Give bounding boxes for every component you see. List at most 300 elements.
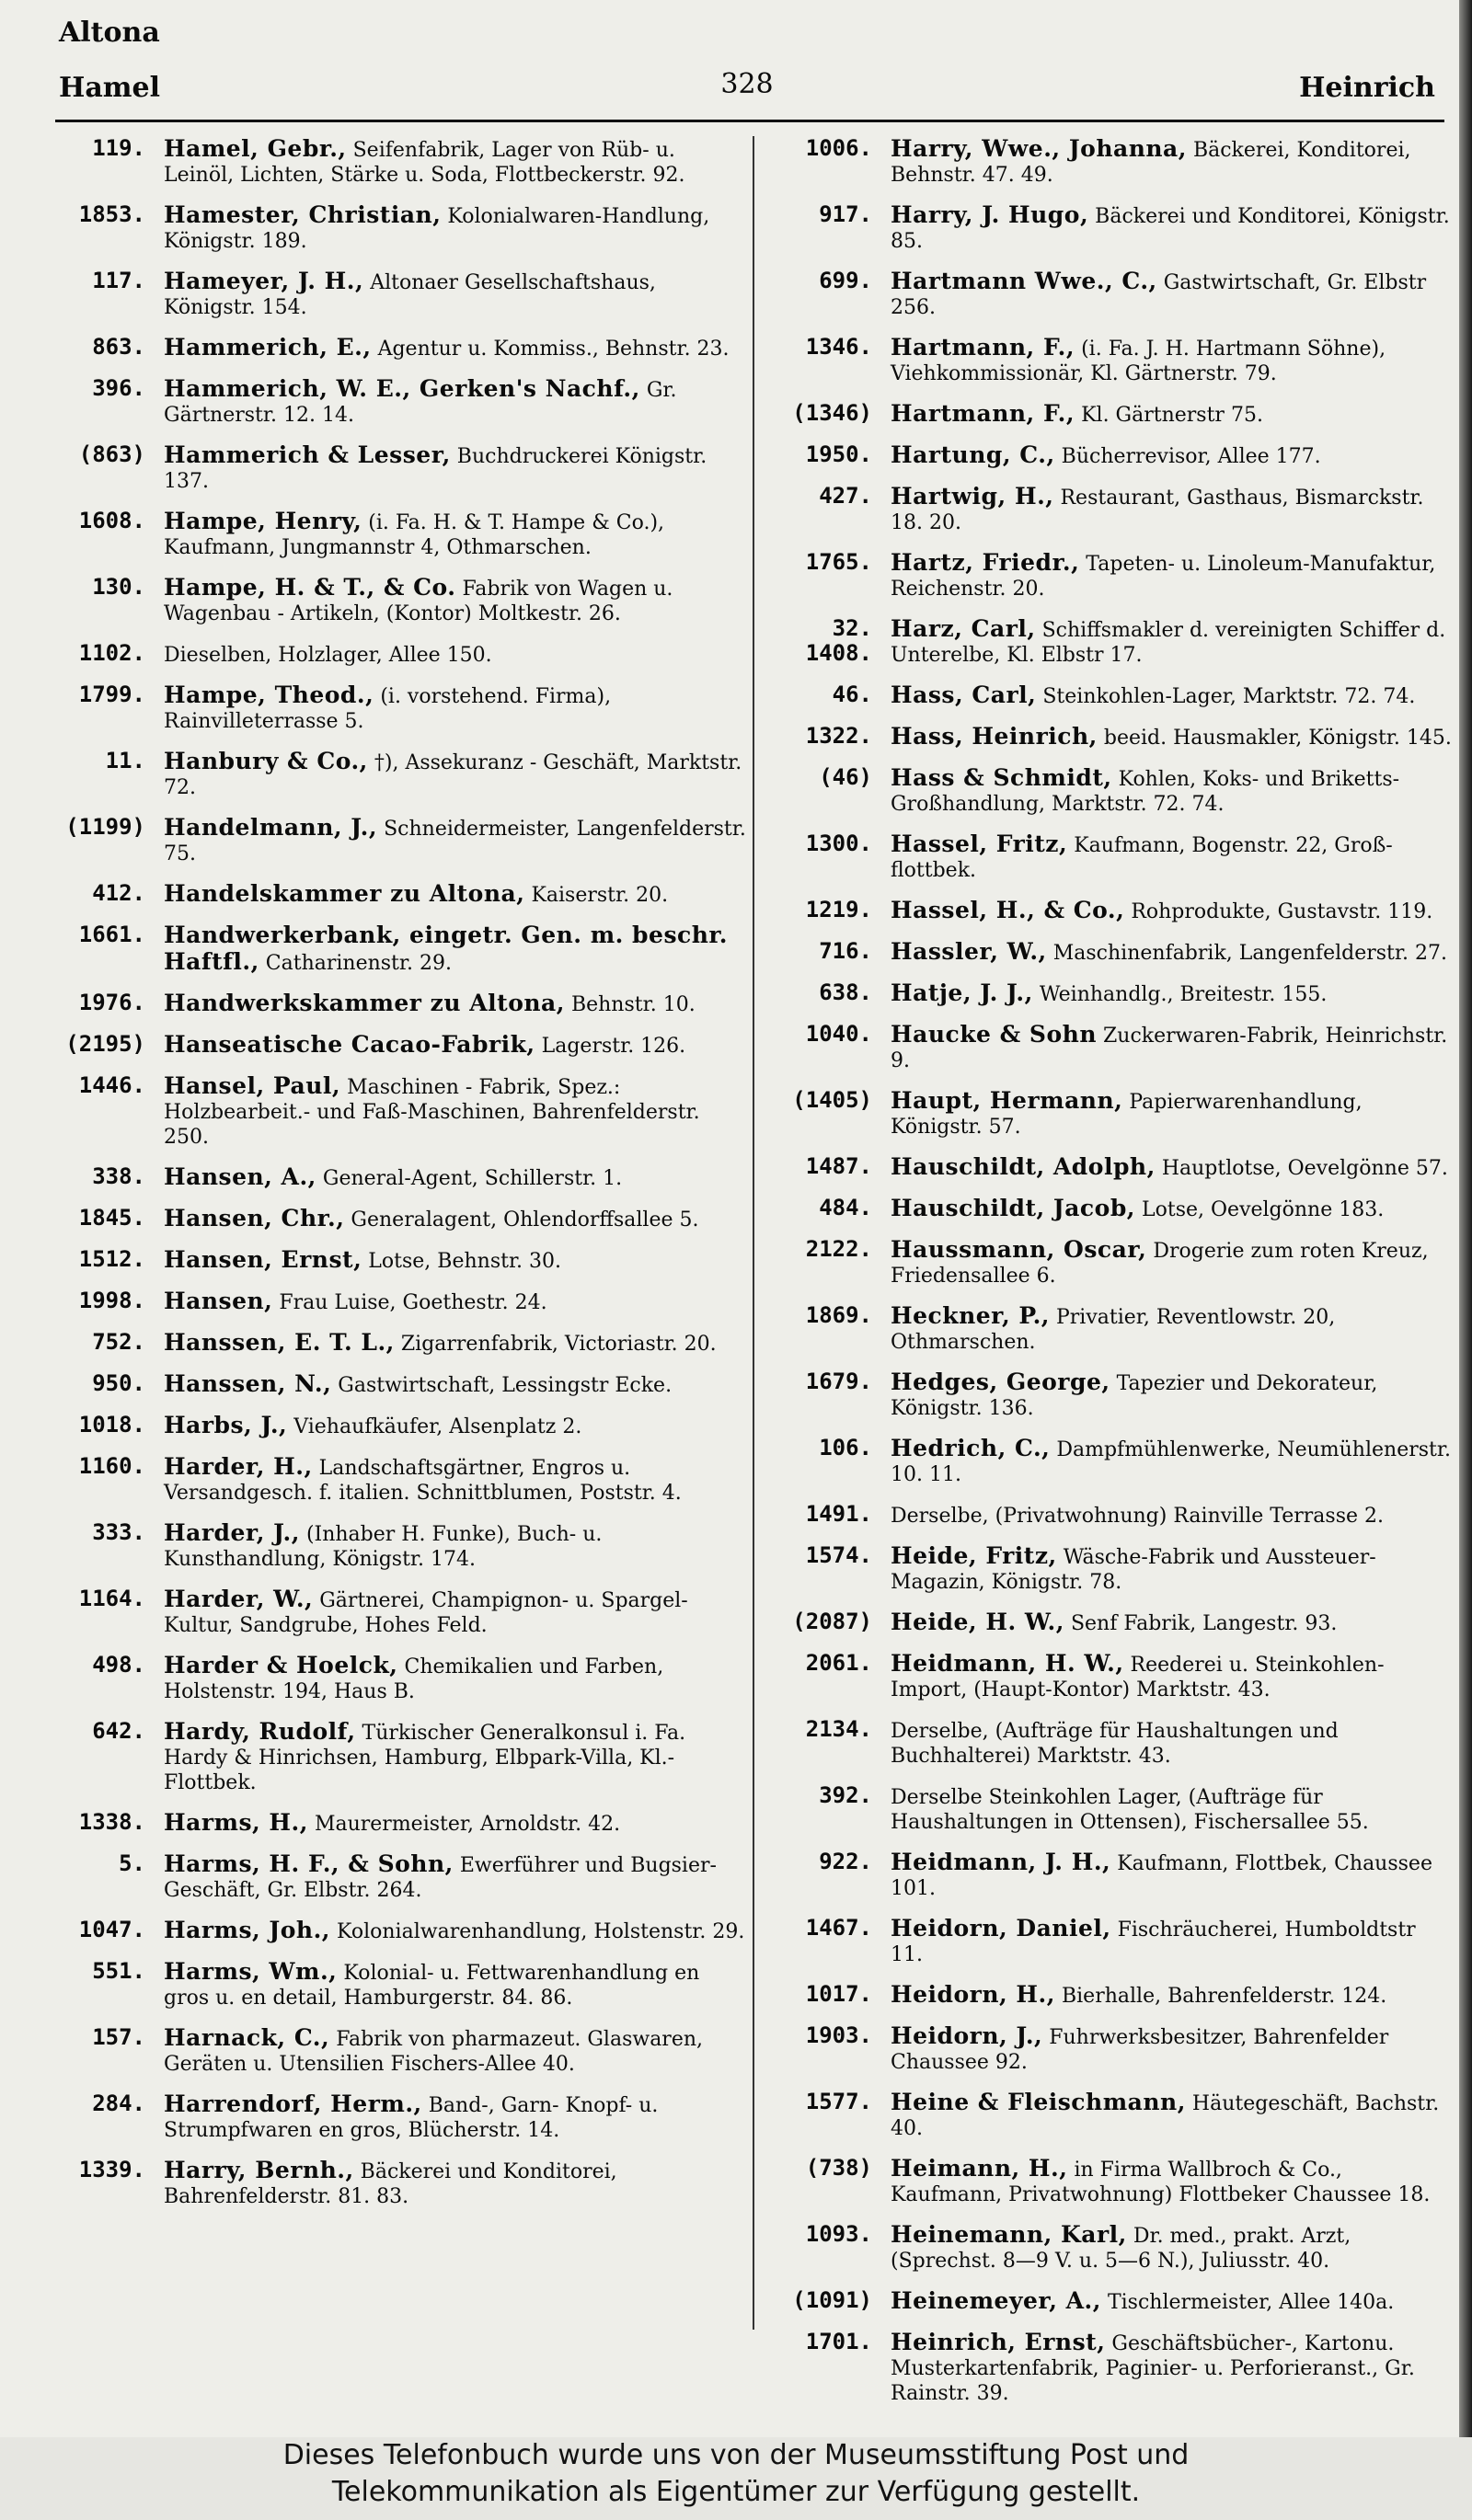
entry-body	[891, 1543, 1454, 1595]
subscriber-name: Harbs, J.,	[164, 1412, 288, 1438]
subscriber-name: Heinemeyer, A.,	[891, 2287, 1101, 2314]
subscriber-name: Hammerich & Lesser,	[164, 441, 451, 468]
directory-entry	[57, 1520, 747, 1572]
subscriber-name: Hassel, H., & Co.,	[891, 897, 1125, 923]
directory-entry	[773, 1783, 1454, 1835]
subscriber-details: Buchdruckerei Königstr. 137.	[164, 445, 707, 493]
directory-entry	[773, 1088, 1454, 1140]
entry-body	[164, 1520, 747, 1572]
subscriber-name: Hedrich, C.,	[891, 1435, 1051, 1461]
entry-body	[891, 1154, 1454, 1181]
subscriber-name: Harry, Wwe., Johanna,	[891, 135, 1187, 162]
subscriber-name: Heide, Fritz,	[891, 1542, 1057, 1569]
directory-entry	[773, 1196, 1454, 1222]
entry-body	[164, 509, 747, 560]
directory-entry	[773, 724, 1454, 750]
entry-body	[164, 1586, 747, 1638]
subscriber-name: Hameyer, J. H.,	[164, 268, 364, 294]
directory-entry	[57, 269, 747, 320]
directory-entry	[773, 335, 1454, 386]
subscriber-details: Tapeten- u. Linoleum-Manufaktur, Reichenstr. 20.	[891, 553, 1436, 601]
page-header	[59, 68, 1435, 112]
phone-number: 106.	[819, 1435, 872, 1460]
subscriber-name: Hass, Carl,	[891, 682, 1037, 708]
header-rule	[55, 120, 1444, 122]
entry-body	[164, 1454, 747, 1506]
directory-entry	[773, 2330, 1454, 2406]
entry-body	[891, 2330, 1454, 2406]
subscriber-name: Heidorn, Daniel,	[891, 1915, 1111, 1942]
subscriber-details: Viehaufkäufer, Alsenplatz 2.	[293, 1415, 582, 1438]
directory-entry	[773, 1502, 1454, 1529]
directory-entry	[57, 815, 747, 866]
entry-body	[891, 1651, 1454, 1702]
directory-entry	[773, 1717, 1454, 1769]
phone-number: 333.	[92, 1519, 145, 1545]
entry-body	[164, 1918, 747, 1944]
subscriber-name: Hartwig, H.,	[891, 483, 1054, 510]
entry-body	[164, 1719, 747, 1795]
subscriber-name: Heinemann, Karl,	[891, 2221, 1127, 2248]
directory-entry	[773, 1154, 1454, 1181]
phone-number: 1487.	[805, 1153, 872, 1179]
directory-entry	[57, 641, 747, 668]
phone-number: 2061.	[805, 1650, 872, 1676]
subscriber-name: Hassler, W.,	[891, 938, 1047, 965]
phone-number: 1845.	[78, 1205, 145, 1231]
subscriber-name: Hanseatische Cacao-Fabrik,	[164, 1031, 535, 1058]
column-divider	[753, 136, 754, 2330]
directory-entry	[773, 1982, 1454, 2009]
entry-body	[891, 2288, 1454, 2315]
subscriber-details: Maschinenfabrik, Langenfelderstr. 27.	[1052, 942, 1447, 965]
phone-number: 1047.	[78, 1917, 145, 1942]
subscriber-details: Fabrik von Wagen u. Wagenbau - Artikeln, (Kontor) Moltkestr. 26.	[164, 578, 673, 625]
subscriber-name: Hartmann, F.,	[891, 334, 1075, 361]
subscriber-details: Dampfmühlenwerke, Neumühlenerstr. 10. 11.	[891, 1438, 1451, 1486]
subscriber-details: Senf Fabrik, Langestr. 93.	[1070, 1612, 1338, 1635]
phone-number: 392.	[819, 1782, 872, 1808]
subscriber-details: Maschinen - Fabrik, Spez.: Holzbearbeit.- und Faß-Maschinen, Bahrenfelderstr. 250.	[164, 1076, 700, 1149]
subscriber-details: Band-, Garn- Knopf- u. Strumpfwaren en gros, Blücherstr. 14.	[164, 2094, 659, 2142]
phone-number: 1512.	[78, 1246, 145, 1272]
subscriber-name: Harms, H. F., & Sohn,	[164, 1850, 454, 1877]
directory-entry	[57, 2025, 747, 2077]
header-first-name: Hamel	[59, 72, 161, 104]
subscriber-name: Hass & Schmidt,	[891, 764, 1112, 791]
subscriber-name: Hauschildt, Adolph,	[891, 1153, 1156, 1180]
directory-entry	[57, 1247, 747, 1274]
subscriber-details: Zigarrenfabrik, Victoriastr. 20.	[400, 1333, 717, 1356]
subscriber-name: Heidmann, H. W.,	[891, 1650, 1124, 1677]
phone-number: 2134.	[805, 1716, 872, 1742]
subscriber-details: Altonaer Gesellschaftshaus, Königstr. 154.	[164, 271, 656, 319]
subscriber-details: Steinkohlen-Lager, Marktstr. 72. 74.	[1042, 685, 1416, 708]
directory-entry	[773, 1436, 1454, 1487]
entry-body	[891, 1436, 1454, 1487]
subscriber-name: Hartz, Friedr.,	[891, 549, 1080, 576]
phone-number: 1950.	[805, 441, 872, 467]
subscriber-details: Wäsche-Fabrik und Aussteuer-Magazin, Königstr. 78.	[891, 1546, 1376, 1594]
entry-body	[164, 1371, 747, 1398]
entry-body	[164, 682, 747, 734]
entry-body	[164, 575, 747, 626]
subscriber-details: Frau Luise, Goethestr. 24.	[279, 1291, 547, 1314]
subscriber-name: Hartung, C.,	[891, 441, 1055, 468]
entry-body	[164, 749, 747, 800]
subscriber-name: Handelmann, J.,	[164, 814, 378, 841]
subscriber-name: Harz, Carl,	[891, 615, 1036, 642]
entry-body	[164, 202, 747, 254]
directory-entry	[773, 484, 1454, 535]
subscriber-details: Reederei u. Steinkohlen-Import, (Haupt-Kontor) Marktstr. 43.	[891, 1654, 1385, 1701]
subscriber-details: †), Assekuranz - Geschäft, Marktstr. 72.	[164, 751, 742, 799]
entry-body	[164, 641, 747, 668]
subscriber-details: (Inhaber H. Funke), Buch- u. Kunsthandlung, Königstr. 174.	[164, 1523, 603, 1571]
subscriber-name: Hanbury & Co.,	[164, 748, 368, 774]
entry-body	[891, 1303, 1454, 1355]
subscriber-details: Seifenfabrik, Lager von Rüb- u. Leinöl, Lichten, Stärke u. Soda, Flottbeckerstr. 92.	[164, 139, 685, 187]
footer-notice	[0, 2437, 1472, 2520]
subscriber-details: Derselbe Steinkohlen Lager, (Aufträge für Haushaltungen in Ottensen), Fischersallee 55.	[891, 1786, 1369, 1834]
subscriber-details: Kolonial- u. Fettwarenhandlung en gros u. en detail, Hamburgerstr. 84. 86.	[164, 1962, 700, 2010]
subscriber-name: Harrendorf, Herm.,	[164, 2090, 422, 2117]
subscriber-details: Schneidermeister, Langenfelderstr. 75.	[164, 818, 746, 865]
phone-number: 1577.	[805, 2089, 872, 2114]
phone-number: 1491.	[805, 1501, 872, 1527]
phone-number: 638.	[819, 979, 872, 1005]
directory-entry	[57, 1371, 747, 1398]
subscriber-details: Tapezier und Dekorateur, Königstr. 136.	[891, 1372, 1378, 1420]
entry-body	[891, 1237, 1454, 1289]
phone-number: 1018.	[78, 1412, 145, 1438]
subscriber-name: Hass, Heinrich,	[891, 723, 1098, 750]
directory-entry	[773, 202, 1454, 254]
subscriber-details: Schiffsmakler d. vereinigten Schiffer d. Unterelbe, Kl. Elbstr 17.	[891, 619, 1446, 667]
subscriber-name: Heidorn, J.,	[891, 2022, 1043, 2049]
entry-body	[891, 2222, 1454, 2274]
subscriber-name: Hardy, Rudolf,	[164, 1718, 356, 1745]
entry-body	[891, 2023, 1454, 2075]
subscriber-name: Harder, J.,	[164, 1519, 300, 1546]
subscriber-details: Generalagent, Ohlendorffsallee 5.	[351, 1208, 699, 1231]
entry-body	[164, 2091, 747, 2143]
subscriber-name: Harnack, C.,	[164, 2024, 330, 2051]
phone-number: (1346)	[792, 400, 872, 426]
entry-body	[891, 1088, 1454, 1140]
subscriber-name: Hansen, Chr.,	[164, 1205, 345, 1231]
phone-number: 1006.	[805, 135, 872, 161]
entry-body	[891, 484, 1454, 535]
directory-entry	[773, 1850, 1454, 1901]
subscriber-name: Heine & Fleischmann,	[891, 2089, 1186, 2115]
phone-number: 119.	[92, 135, 145, 161]
directory-entry	[773, 442, 1454, 469]
entry-body	[891, 898, 1454, 924]
phone-number: (1091)	[792, 2287, 872, 2313]
right-column	[773, 136, 1454, 2421]
directory-entry	[773, 980, 1454, 1007]
entry-body	[164, 1959, 747, 2010]
subscriber-details: Kolonialwarenhandlung, Holstenstr. 29.	[337, 1920, 745, 1943]
subscriber-details: Bäckerei und Konditorei, Bahrenfelderstr. 81. 83.	[164, 2160, 617, 2208]
phone-number: 32. 1408.	[805, 615, 872, 666]
directory-entry	[57, 1918, 747, 1944]
directory-entry	[773, 2156, 1454, 2207]
subscriber-name: Hanssen, N.,	[164, 1370, 332, 1397]
header-last-name: Heinrich	[1299, 72, 1435, 104]
phone-number: 1976.	[78, 990, 145, 1015]
directory-entry	[57, 2158, 747, 2209]
entry-body	[164, 1073, 747, 1150]
phone-number: 1219.	[805, 897, 872, 922]
subscriber-name: Hartmann Wwe., C.,	[891, 268, 1157, 294]
phone-number: 922.	[819, 1849, 872, 1874]
subscriber-details: Derselbe, (Privatwohnung) Rainville Terrasse 2.	[891, 1505, 1385, 1528]
subscriber-name: Hansen,	[164, 1288, 273, 1314]
phone-number: 1701.	[805, 2329, 872, 2354]
phone-number: 338.	[92, 1163, 145, 1189]
entry-body	[891, 1369, 1454, 1421]
subscriber-details: Lagerstr. 126.	[541, 1035, 686, 1058]
subscriber-name: Hauschildt, Jacob,	[891, 1195, 1136, 1221]
running-head: Altona	[59, 17, 160, 49]
directory-entry	[773, 550, 1454, 601]
subscriber-details: Lotse, Oevelgönne 183.	[1142, 1198, 1385, 1221]
entry-body	[891, 980, 1454, 1007]
subscriber-name: Harry, J. Hugo,	[891, 201, 1089, 228]
subscriber-name: Handwerkerbank, eingetr. Gen. m. beschr. Haftfl.,	[164, 922, 728, 975]
subscriber-details: Weinhandlg., Breitestr. 155.	[1039, 983, 1328, 1006]
subscriber-name: Hansen, A.,	[164, 1163, 316, 1190]
subscriber-details: Papierwarenhandlung, Königstr. 57.	[891, 1091, 1363, 1139]
directory-entry	[773, 765, 1454, 817]
directory-entry	[773, 1651, 1454, 1702]
subscriber-name: Hanssen, E. T. L.,	[164, 1329, 395, 1356]
directory-entry	[773, 831, 1454, 883]
subscriber-details: Gastwirtschaft, Gr. Elbstr 256.	[891, 271, 1427, 319]
subscriber-name: Harder, H.,	[164, 1453, 313, 1480]
directory-entry	[57, 1810, 747, 1837]
phone-number: 11.	[105, 748, 145, 773]
subscriber-details: Dr. med., prakt. Arzt, (Sprechst. 8—9 V. u. 5—6 N.), Juliusstr. 40.	[891, 2225, 1351, 2273]
entry-body	[891, 335, 1454, 386]
directory-entry	[57, 1454, 747, 1506]
phone-number: 716.	[819, 938, 872, 964]
left-column	[57, 136, 747, 2224]
phone-number: (738)	[805, 2155, 872, 2181]
directory-entry	[57, 376, 747, 428]
phone-number: 1017.	[805, 1981, 872, 2007]
directory-entry	[773, 1543, 1454, 1595]
phone-number: 1661.	[78, 922, 145, 947]
phone-number: 1869.	[805, 1302, 872, 1328]
directory-entry	[57, 881, 747, 908]
phone-number: (2195)	[65, 1031, 145, 1057]
directory-entry	[57, 1851, 747, 1903]
entry-body	[164, 1330, 747, 1357]
footer-line-1: Dieses Telefonbuch wurde uns von der Museumsstiftung Post und	[282, 2439, 1190, 2471]
directory-entry	[773, 616, 1454, 668]
entry-body	[891, 939, 1454, 966]
subscriber-details: Gastwirtschaft, Lessingstr Ecke.	[338, 1374, 673, 1397]
directory-entry	[57, 509, 747, 560]
subscriber-name: Heinrich, Ernst,	[891, 2329, 1106, 2355]
entry-body	[164, 1164, 747, 1191]
subscriber-name: Harms, Wm.,	[164, 1958, 338, 1985]
phone-number: 130.	[92, 574, 145, 600]
phone-number: 284.	[92, 2090, 145, 2116]
phone-number: 1853.	[78, 201, 145, 227]
entry-body	[891, 442, 1454, 469]
directory-entry	[773, 682, 1454, 709]
entry-body	[891, 1783, 1454, 1835]
subscriber-details: Türkischer Generalkonsul i. Fa. Hardy & Hinrichsen, Hamburg, Elbpark-Villa, Kl.-Flottbek.	[164, 1722, 686, 1794]
subscriber-name: Hamel, Gebr.,	[164, 135, 347, 162]
subscriber-name: Hammerich, E.,	[164, 334, 372, 361]
subscriber-details: Gärtnerei, Champignon- u. Spargel-Kultur, Sandgrube, Hohes Feld.	[164, 1589, 688, 1637]
subscriber-name: Hansel, Paul,	[164, 1072, 341, 1099]
subscriber-details: (i. vorstehend. Firma), Rainvilleterrasse 5.	[164, 685, 612, 733]
subscriber-details: Kaufmann, Flottbek, Chaussee 101.	[891, 1852, 1432, 1900]
subscriber-details: Chemikalien und Farben, Holstenstr. 194, Haus B.	[164, 1655, 664, 1703]
subscriber-details: Ewerführer und Bugsier-Geschäft, Gr. Elbstr. 264.	[164, 1854, 717, 1902]
entry-body	[891, 616, 1454, 668]
subscriber-name: Hedges, George,	[891, 1369, 1110, 1395]
entry-body	[164, 1810, 747, 1837]
page-number: 328	[720, 68, 774, 100]
subscriber-name: Handwerkskammer zu Altona,	[164, 990, 565, 1016]
subscriber-details: Bücherrevisor, Allee 177.	[1061, 445, 1321, 468]
directory-entry	[773, 2023, 1454, 2075]
subscriber-details: Tischlermeister, Allee 140a.	[1107, 2291, 1395, 2314]
entry-body	[891, 1022, 1454, 1073]
entry-body	[891, 2156, 1454, 2207]
subscriber-details: Gr. Gärtnerstr. 12. 14.	[164, 379, 677, 427]
directory-entry	[57, 1073, 747, 1150]
entry-body	[891, 1916, 1454, 1967]
directory-entry	[773, 401, 1454, 428]
directory-entry	[57, 2091, 747, 2143]
phone-number: 699.	[819, 268, 872, 293]
phone-number: 1574.	[805, 1542, 872, 1568]
subscriber-name: Harms, H.,	[164, 1809, 308, 1836]
phone-number: 2122.	[805, 1236, 872, 1262]
subscriber-details: Hauptlotse, Oevelgönne 57.	[1161, 1157, 1448, 1180]
directory-entry	[773, 939, 1454, 966]
phone-number: 498.	[92, 1652, 145, 1678]
directory-entry	[57, 442, 747, 494]
subscriber-details: Zuckerwaren-Fabrik, Heinrichstr. 9.	[891, 1025, 1448, 1072]
subscriber-details: Landschaftsgärtner, Engros u. Versandgesch. f. italien. Schnittblumen, Poststr. 4.	[164, 1457, 682, 1505]
subscriber-name: Harry, Bernh.,	[164, 2157, 354, 2183]
entry-body	[891, 831, 1454, 883]
entry-body	[891, 269, 1454, 320]
entry-body	[164, 335, 747, 361]
subscriber-name: Hampe, Theod.,	[164, 682, 374, 708]
subscriber-details: Kolonialwaren-Handlung, Königstr. 189.	[164, 205, 710, 253]
phone-number: 1346.	[805, 334, 872, 360]
phone-number: 1093.	[805, 2221, 872, 2247]
phone-number: 1160.	[78, 1453, 145, 1479]
phone-number: 46.	[832, 682, 872, 707]
entry-body	[164, 442, 747, 494]
phone-number: (1405)	[792, 1087, 872, 1113]
subscriber-details: Drogerie zum roten Kreuz, Friedensallee 6.	[891, 1240, 1429, 1288]
entry-body	[164, 1206, 747, 1232]
page-edge-shadow	[1459, 0, 1472, 2437]
phone-number: (2087)	[792, 1609, 872, 1634]
directory-entry	[57, 749, 747, 800]
phone-number: 1040.	[805, 1021, 872, 1047]
entry-body	[891, 202, 1454, 254]
subscriber-details: Privatier, Reventlowstr. 20, Othmarschen.	[891, 1306, 1336, 1354]
entry-body	[164, 2025, 747, 2077]
phone-number: 950.	[92, 1370, 145, 1396]
subscriber-name: Hampe, Henry,	[164, 508, 362, 534]
phone-number: 412.	[92, 880, 145, 906]
subscriber-name: Hampe, H. & T., & Co.	[164, 574, 456, 601]
phone-number: 117.	[92, 268, 145, 293]
directory-entry	[57, 991, 747, 1017]
phone-number: 1467.	[805, 1915, 872, 1941]
subscriber-details: Agentur u. Kommiss., Behnstr. 23.	[377, 338, 730, 361]
phone-number: 1608.	[78, 508, 145, 533]
directory-entry	[57, 1330, 747, 1357]
phone-number: 863.	[92, 334, 145, 360]
subscriber-details: Kohlen, Koks- und Briketts-Großhandlung, Marktstr. 72. 74.	[891, 768, 1400, 816]
subscriber-name: Hamester, Christian,	[164, 201, 442, 228]
subscriber-name: Heidmann, J. H.,	[891, 1849, 1111, 1875]
entry-body	[891, 1196, 1454, 1222]
phone-number: (1199)	[65, 814, 145, 840]
entry-body	[891, 1717, 1454, 1769]
entry-body	[164, 922, 747, 976]
entry-body	[891, 765, 1454, 817]
phone-number: 1322.	[805, 723, 872, 749]
directory-entry	[57, 1959, 747, 2010]
subscriber-name: Harder, W.,	[164, 1586, 314, 1612]
subscriber-name: Harder & Hoelck,	[164, 1652, 398, 1678]
subscriber-details: Lotse, Behnstr. 30.	[368, 1250, 562, 1273]
subscriber-name: Hatje, J. J.,	[891, 979, 1033, 1006]
directory-entry	[57, 1289, 747, 1315]
phone-number: 1338.	[78, 1809, 145, 1835]
subscriber-name: Handelskammer zu Altona,	[164, 880, 525, 907]
phone-number: (46)	[819, 764, 872, 790]
phone-number: 1102.	[78, 640, 145, 666]
entry-body	[891, 2090, 1454, 2141]
entry-body	[891, 724, 1454, 750]
footer-line-2: Telekommunikation als Eigentümer zur Verfügung gestellt.	[331, 2476, 1141, 2508]
entry-body	[164, 2158, 747, 2209]
subscriber-details: Fischräucherei, Humboldtstr 11.	[891, 1919, 1416, 1966]
phone-number: 1164.	[78, 1586, 145, 1611]
subscriber-details: Bäckerei und Konditorei, Königstr. 85.	[891, 205, 1450, 253]
phone-number: 551.	[92, 1958, 145, 1984]
phone-number: 427.	[819, 483, 872, 509]
entry-body	[164, 269, 747, 320]
phone-number: 1446.	[78, 1072, 145, 1098]
subscriber-name: Hansen, Ernst,	[164, 1246, 362, 1273]
directory-entry	[57, 1413, 747, 1439]
subscriber-details: Rohprodukte, Gustavstr. 119.	[1131, 900, 1433, 923]
directory-entry	[773, 1303, 1454, 1355]
entry-body	[164, 881, 747, 908]
entry-body	[164, 1032, 747, 1059]
entry-body	[891, 401, 1454, 428]
subscriber-details: Geschäftsbücher-, Kartonu. Musterkartenfabrik, Paginier- u. Perforieranst., Gr. Rainstr. 39.	[891, 2332, 1415, 2405]
